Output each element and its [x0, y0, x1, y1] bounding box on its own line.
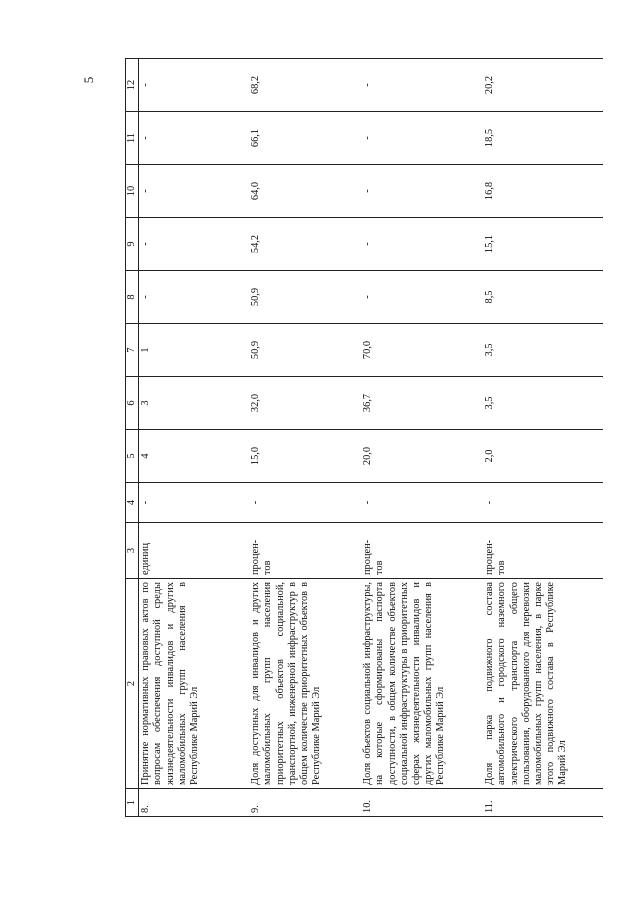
- table-row: [483, 59, 603, 817]
- row-value: 66,1: [249, 112, 361, 165]
- row-description: Доля объектов социальной инфраструктуры, на которые сформированы паспорта доступности, в общем количестве объектов социальной инфраструктуры в приоритетных сферах жизнедеятельности инвалидов и других маломобильных групп населения в Республике Марий Эл: [361, 579, 483, 789]
- row-value: -: [139, 271, 250, 324]
- header-cell: 5: [126, 430, 139, 483]
- row-number: 10.: [361, 789, 483, 817]
- row-value: -: [139, 165, 250, 218]
- table-header-row: [126, 59, 139, 817]
- row-value: 15,1: [483, 218, 603, 271]
- row-value: 3: [139, 377, 250, 430]
- header-cell: 4: [126, 483, 139, 523]
- header-cell: 9: [126, 218, 139, 271]
- row-value: 50,9: [249, 324, 361, 377]
- row-value: 16,8: [483, 165, 603, 218]
- row-value: -: [361, 218, 483, 271]
- table-row: [361, 59, 483, 817]
- header-cell: 12: [126, 59, 139, 112]
- row-value: 50,9: [249, 271, 361, 324]
- row-value: 70,0: [361, 324, 483, 377]
- row-value: 20,2: [483, 59, 603, 112]
- row-value: -: [249, 483, 361, 523]
- row-value: 54,2: [249, 218, 361, 271]
- row-value: 68,2: [249, 59, 361, 112]
- row-number: 11.: [483, 789, 603, 817]
- row-unit: процен-тов: [249, 523, 361, 579]
- table-row: [139, 59, 250, 817]
- row-value: 8,5: [483, 271, 603, 324]
- row-value: -: [139, 218, 250, 271]
- row-value: -: [139, 59, 250, 112]
- row-value: -: [139, 112, 250, 165]
- header-cell: 10: [126, 165, 139, 218]
- row-unit: процен-тов: [361, 523, 483, 579]
- row-value: 3,5: [483, 324, 603, 377]
- row-value: -: [361, 271, 483, 324]
- row-value: -: [483, 483, 603, 523]
- row-value: 3,5: [483, 377, 603, 430]
- row-value: -: [361, 165, 483, 218]
- header-cell: 8: [126, 271, 139, 324]
- row-value: 32,0: [249, 377, 361, 430]
- row-value: 15,0: [249, 430, 361, 483]
- row-value: 18,5: [483, 112, 603, 165]
- header-cell: 11: [126, 112, 139, 165]
- row-number: 9.: [249, 789, 361, 817]
- indicators-table: [125, 58, 603, 817]
- row-value: 2,0: [483, 430, 603, 483]
- row-value: -: [139, 483, 250, 523]
- page-number: 5: [81, 76, 96, 84]
- row-value: -: [361, 483, 483, 523]
- rotated-table-container: [125, 59, 569, 817]
- row-value: 4: [139, 430, 250, 483]
- header-cell: 3: [126, 523, 139, 579]
- row-number: 8.: [139, 789, 250, 817]
- row-description: Доля парка подвижного состава автомобильного и городского наземного электрического транспорта общего пользования, оборудованного для перевозки маломобильных групп населения, в парке этого подвижного состава в Республике Марий Эл: [483, 579, 603, 789]
- row-value: 20,0: [361, 430, 483, 483]
- row-value: -: [361, 59, 483, 112]
- row-value: 1: [139, 324, 250, 377]
- row-value: -: [361, 112, 483, 165]
- row-value: 64,0: [249, 165, 361, 218]
- row-unit: процен-тов: [483, 523, 603, 579]
- row-unit: единиц: [139, 523, 250, 579]
- header-cell: 2: [126, 579, 139, 789]
- row-description: Доля доступных для инвалидов и других маломобильных групп населения приоритетных объектов социальной, транспортной, инженерной инфраструктур в общем количестве приоритетных объектов в Республике Марий Эл: [249, 579, 361, 789]
- row-value: 36,7: [361, 377, 483, 430]
- header-cell: 6: [126, 377, 139, 430]
- table-row: [249, 59, 361, 817]
- header-cell: 1: [126, 789, 139, 817]
- header-cell: 7: [126, 324, 139, 377]
- row-description: Принятие нормативных правовых актов по вопросам обеспечения доступной среды жизнедеятельности инвалидов и других маломобильных групп населения в Республике Марий Эл: [139, 579, 250, 789]
